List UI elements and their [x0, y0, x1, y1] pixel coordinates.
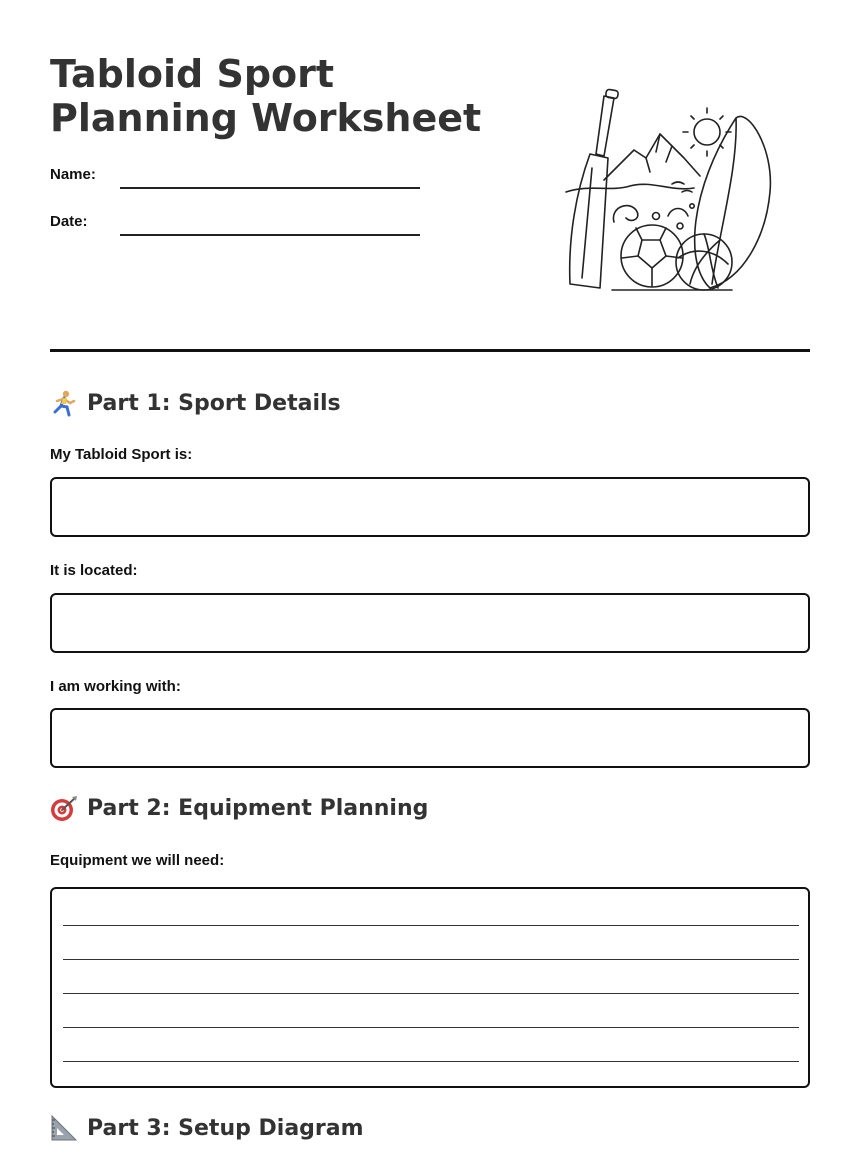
sport-answer-box[interactable] — [50, 477, 810, 537]
date-label: Date: — [50, 213, 88, 230]
date-field[interactable] — [120, 234, 420, 236]
writing-line — [63, 1061, 799, 1062]
header-divider — [50, 349, 810, 352]
equipment-writing-box[interactable] — [50, 887, 810, 1088]
writing-line — [63, 1027, 799, 1028]
location-answer-box[interactable] — [50, 593, 810, 653]
part3-heading: Part 3: Setup Diagram — [50, 1114, 364, 1142]
writing-line — [63, 925, 799, 926]
runner-icon — [50, 389, 78, 417]
name-label: Name: — [50, 166, 96, 183]
location-question-label: It is located: — [50, 562, 138, 579]
page-title: Tabloid Sport Planning Worksheet — [50, 52, 482, 140]
equipment-label: Equipment we will need: — [50, 852, 225, 869]
writing-line — [63, 993, 799, 994]
partner-answer-box[interactable] — [50, 708, 810, 768]
name-field[interactable] — [120, 187, 420, 189]
sports-equipment-illustration — [560, 88, 780, 294]
part2-heading: Part 2: Equipment Planning — [50, 794, 428, 822]
sport-question-label: My Tabloid Sport is: — [50, 446, 193, 463]
dart-target-icon — [50, 794, 78, 822]
partner-question-label: I am working with: — [50, 678, 181, 695]
part1-heading: Part 1: Sport Details — [50, 389, 341, 417]
triangle-ruler-icon — [50, 1114, 78, 1142]
writing-line — [63, 959, 799, 960]
